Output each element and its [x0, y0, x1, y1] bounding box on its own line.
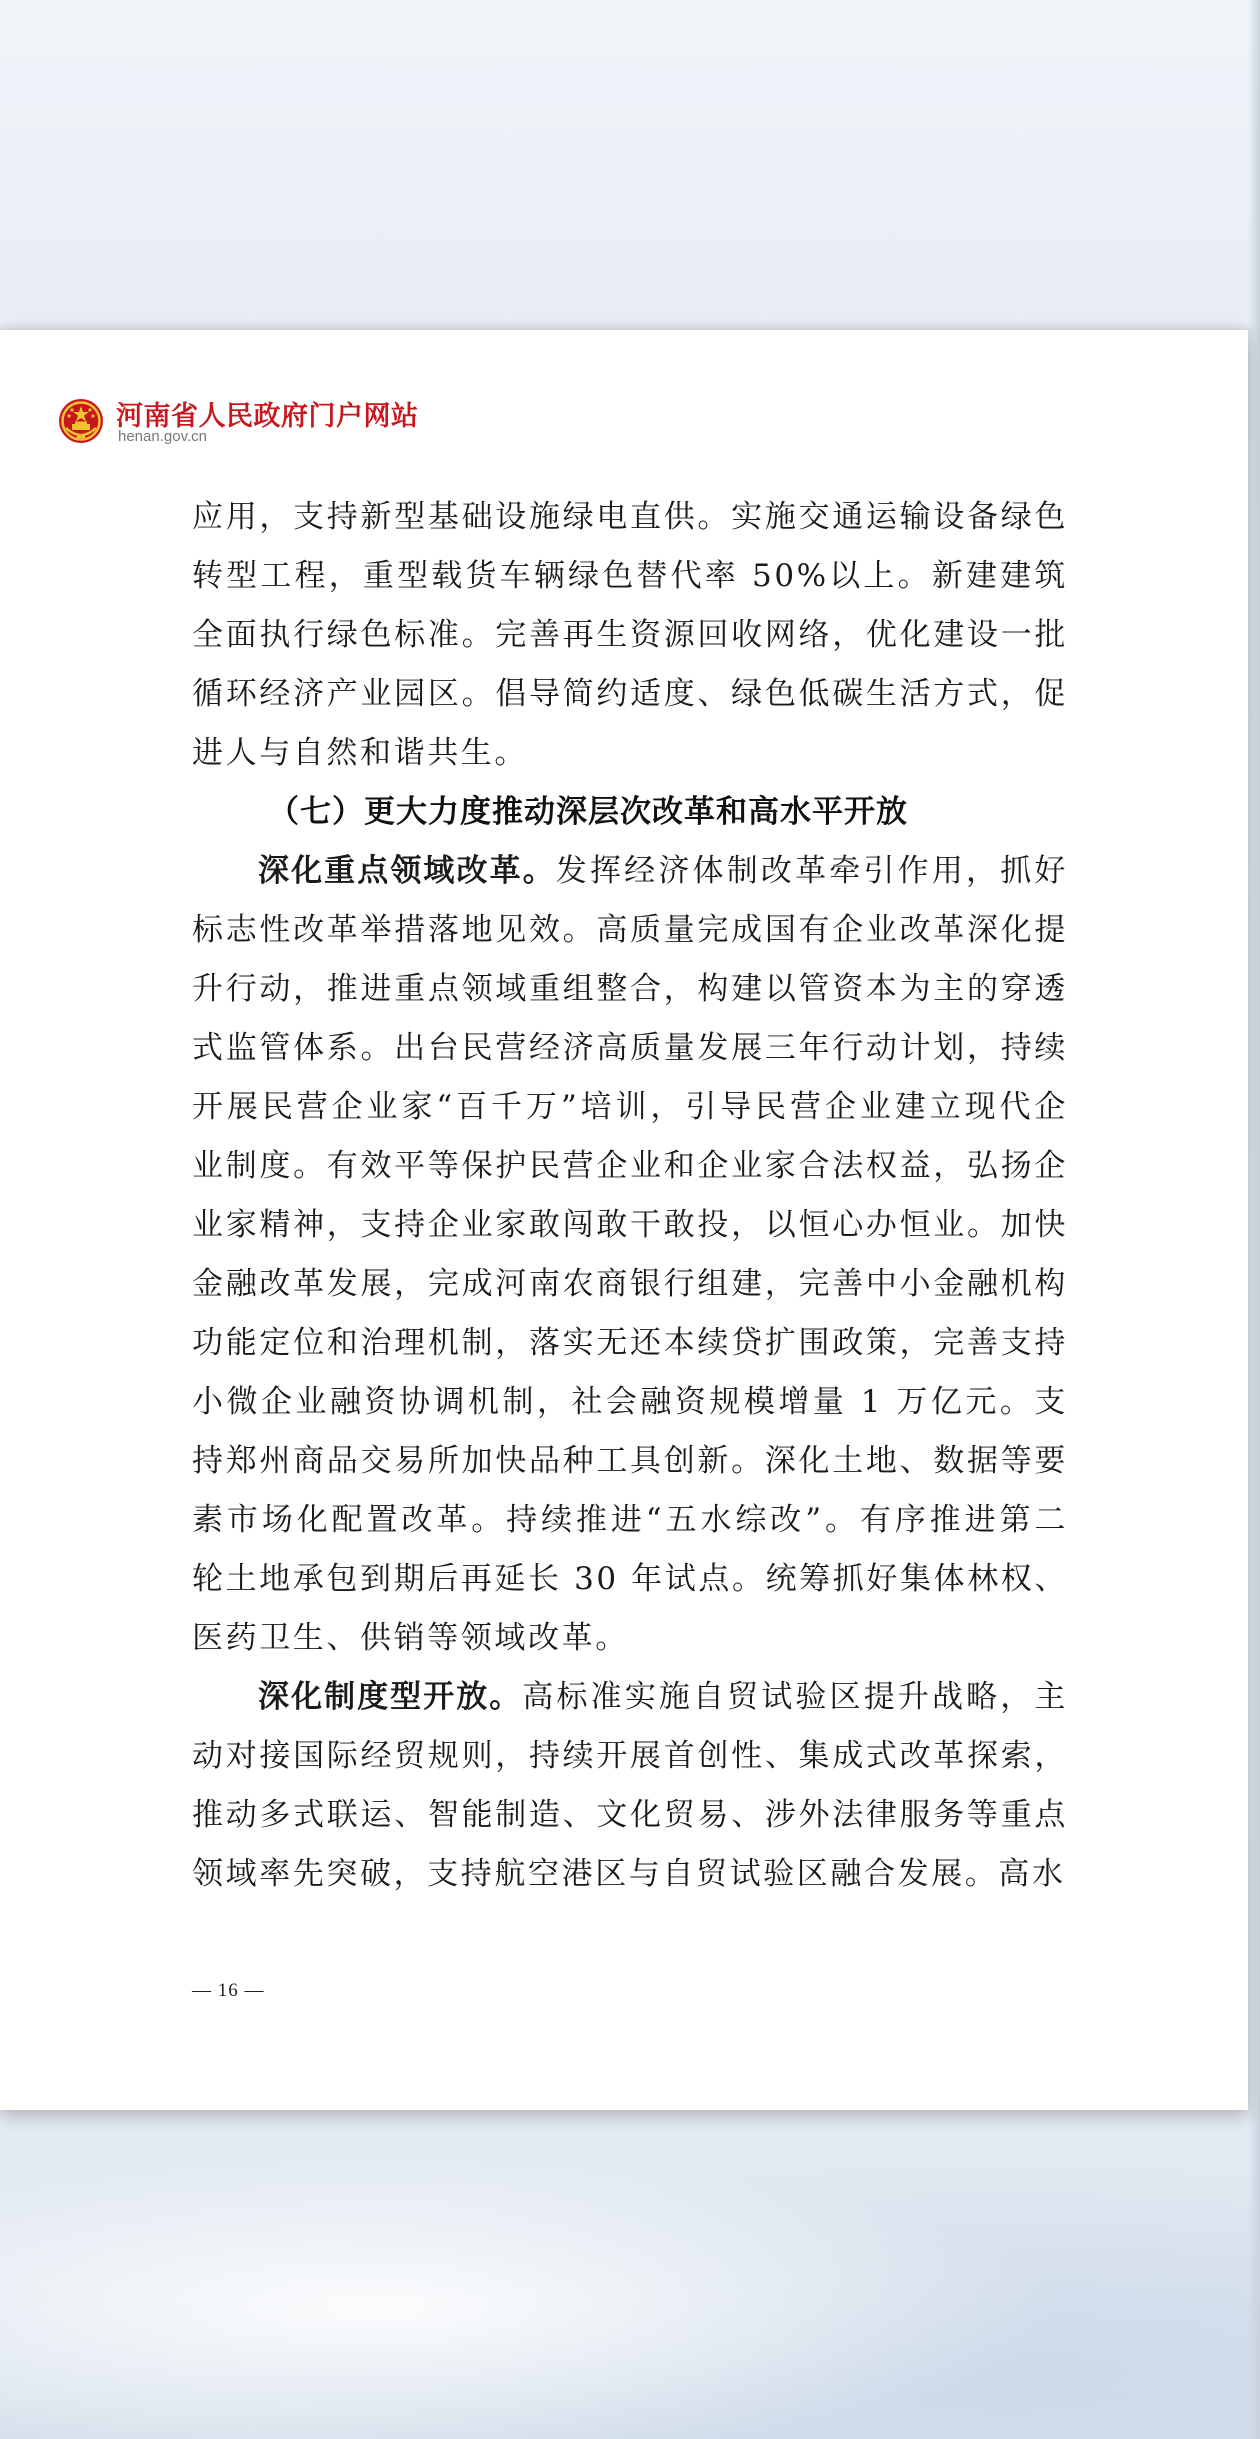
section-heading: （七）更大力度推动深层次改革和高水平开放 [268, 794, 908, 830]
document-page [0, 330, 1248, 2110]
site-domain: henan.gov.cn [118, 428, 207, 445]
document-body [192, 488, 1068, 1904]
paragraph-lead-reform: 深化重点领域改革。 [258, 853, 556, 889]
paragraph-green-transition: 应用，支持新型基础设施绿电直供。实施交通运输设备绿色转型工程，重型载货车辆绿色替代率 50%以上。新建建筑全面执行绿色标准。完善再生资源回收网络，优化建设一批循环经济产业园区。倡导简约适度、绿色低碳生活方式，促进人与自然和谐共生。 [192, 499, 1068, 771]
page-number: — 16 — [192, 1980, 265, 2001]
scroll-edge [1248, 0, 1260, 2439]
paragraph-text-reform: 发挥经济体制改革牵引作用，抓好标志性改革举措落地见效。高质量完成国有企业改革深化提升行动，推进重点领域重组整合，构建以管资本为主的穿透式监管体系。出台民营经济高质量发展三年行动计划，持续开展民营企业家“百千万”培训，引导民营企业建立现代企业制度。有效平等保护民营企业和企业家合法权益，弘扬企业家精神，支持企业家敢闯敢干敢投，以恒心办恒业。加快金融改革发展，完成河南农商银行组建，完善中小金融机构功能定位和治理机制，落实无还本续贷扩围政策，完善支持小微企业融资协调机制，社会融资规模增量 1 万亿元。支持郑州商品交易所加快品种工具创新。深化土地、数据等要素市场化配置改革。持续推进“五水综改”。有序推进第二轮土地承包到期后再延长 30 年试点。统筹抓好集体林权、医药卫生、供销等领域改革。 [192, 853, 1069, 1656]
paragraph-lead-opening: 深化制度型开放。 [258, 1679, 523, 1715]
national-emblem-icon [58, 398, 104, 444]
site-name: 河南省人民政府门户网站 [116, 401, 419, 432]
paragraph-opening [192, 1668, 1068, 1904]
background-bottom [0, 2110, 1260, 2439]
background-top [0, 0, 1260, 330]
paragraph-reform [192, 842, 1068, 1668]
paragraph-text-opening: 高标准实施自贸试验区提升战略，主动对接国际经贸规则，持续开展首创性、集成式改革探索，推动多式联运、智能制造、文化贸易、涉外法律服务等重点领域率先突破，支持航空港区与自贸试验区融合发展。高水 [192, 1679, 1068, 1892]
